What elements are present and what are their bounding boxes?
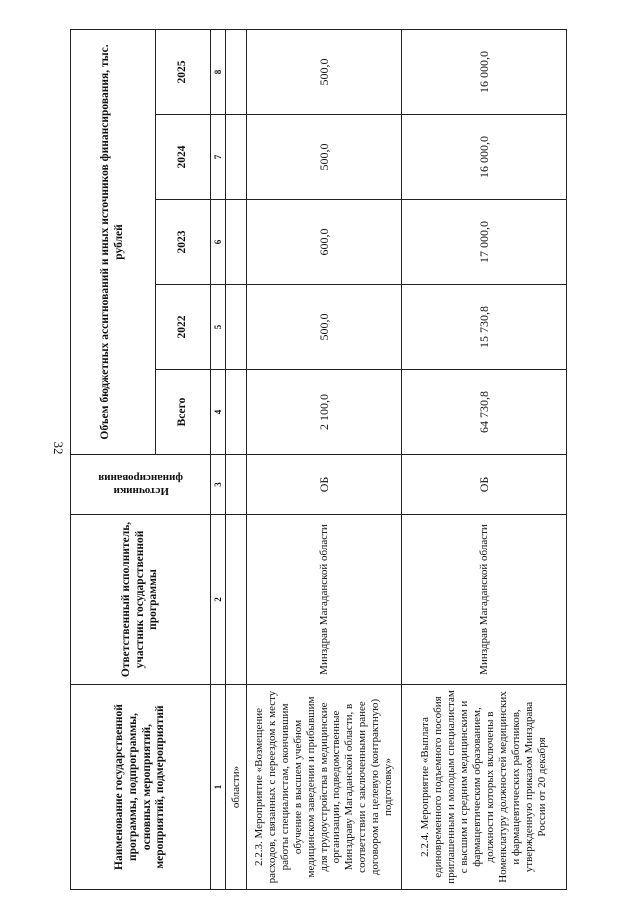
col-number: 3 bbox=[211, 455, 226, 515]
row-value-2022: 500,0 bbox=[247, 285, 402, 370]
row-value-2022: 15 730,8 bbox=[402, 285, 567, 370]
header-program-name: Наименование государственной программы, подпрограммы, основных мероприятий, мероприятий, подмероприятий bbox=[71, 685, 211, 890]
row-value-2024 bbox=[226, 115, 247, 200]
row-value-2024: 500,0 bbox=[247, 115, 402, 200]
row-source: ОБ bbox=[247, 455, 402, 515]
row-value-2023: 600,0 bbox=[247, 200, 402, 285]
row-value-2025 bbox=[226, 29, 247, 114]
column-number-row bbox=[211, 29, 226, 889]
table-row bbox=[226, 29, 247, 889]
header-year-2025: 2025 bbox=[156, 29, 211, 114]
header-year-total: Всего bbox=[156, 370, 211, 455]
col-number: 5 bbox=[211, 285, 226, 370]
row-executor: Минздрав Магаданской области bbox=[247, 515, 402, 685]
row-name: 2.2.4. Мероприятие «Выплата единовременного подъемного пособия приглашенным и молодым специалистам с высшим и средним медицинским и фармацевтическим образованием, должности которых включены в Номенклатуру должностей медицинских и фармацевтических работников, утвержденную приказом Минздрава России от 20 декабря bbox=[402, 685, 567, 890]
col-number: 2 bbox=[211, 515, 226, 685]
row-source bbox=[226, 455, 247, 515]
row-value-total: 64 730,8 bbox=[402, 370, 567, 455]
header-funding-source-text: Источники финансирования bbox=[98, 472, 183, 498]
col-number: 6 bbox=[211, 200, 226, 285]
table-row bbox=[247, 29, 402, 889]
header-executor: Ответственный исполнитель, участник государственной программы bbox=[71, 515, 211, 685]
row-source: ОБ bbox=[402, 455, 567, 515]
program-table bbox=[70, 29, 567, 890]
row-value-2022 bbox=[226, 285, 247, 370]
page-number: 32 bbox=[51, 441, 66, 455]
header-year-2024: 2024 bbox=[156, 115, 211, 200]
row-value-2025: 16 000,0 bbox=[402, 29, 567, 114]
row-value-2025: 500,0 bbox=[247, 29, 402, 114]
header-funding-volume: Объем бюджетных ассигнований и иных источников финансирования, тыс. рублей bbox=[71, 29, 156, 454]
row-name: 2.2.3. Мероприятие «Возмещение расходов, связанных с переездом к месту работы специалистам, окончившим обучение в высшем учебном медицинском заведении и прибывшим для трудоустройства в медицинские организации, подведомственные Минздраву Магаданской области, в соответствии с заключенными ранее договором на целевую (контрактную) подготовку» bbox=[247, 685, 402, 890]
row-value-2024: 16 000,0 bbox=[402, 115, 567, 200]
row-executor bbox=[226, 515, 247, 685]
col-number: 7 bbox=[211, 115, 226, 200]
header-year-2023: 2023 bbox=[156, 200, 211, 285]
row-value-total bbox=[226, 370, 247, 455]
row-value-2023: 17 000,0 bbox=[402, 200, 567, 285]
row-executor: Минздрав Магаданской области bbox=[402, 515, 567, 685]
col-number: 8 bbox=[211, 29, 226, 114]
col-number: 4 bbox=[211, 370, 226, 455]
row-value-2023 bbox=[226, 200, 247, 285]
row-name: области» bbox=[226, 685, 247, 890]
row-value-total: 2 100,0 bbox=[247, 370, 402, 455]
col-number: 1 bbox=[211, 685, 226, 890]
header-year-2022: 2022 bbox=[156, 285, 211, 370]
table-row bbox=[402, 29, 567, 889]
document-sheet bbox=[70, 30, 600, 890]
header-funding-source bbox=[71, 455, 211, 515]
